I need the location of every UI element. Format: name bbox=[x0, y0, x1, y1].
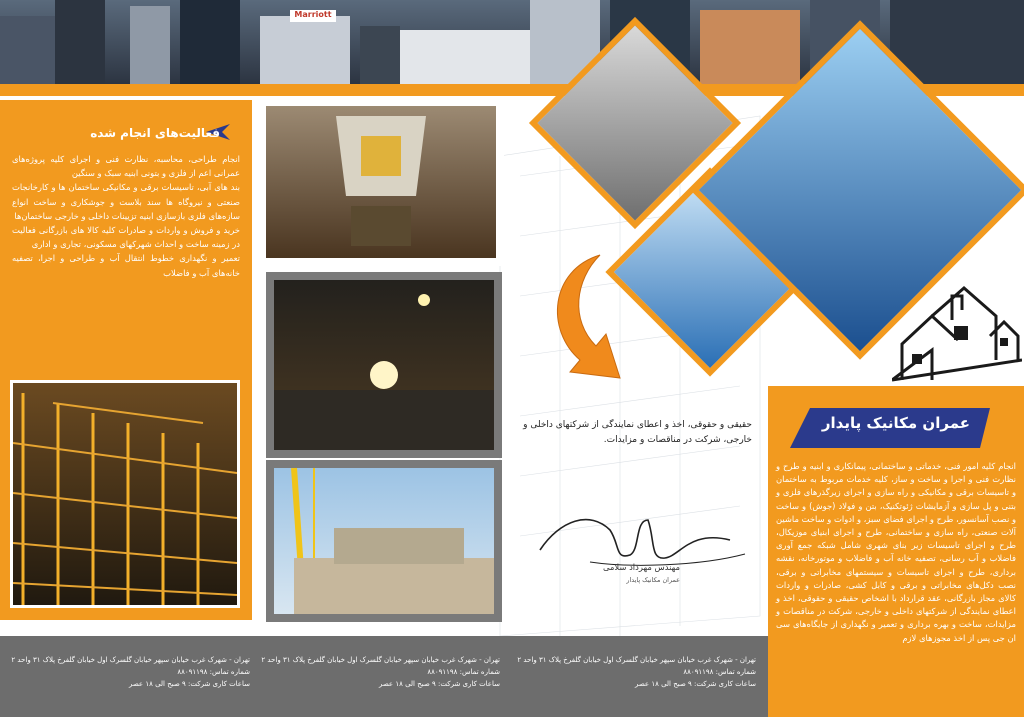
signatory-name: مهندس مهرداد سلامی bbox=[602, 562, 680, 572]
services-continued-text: حقیقی و حقوقی، اخذ و اعطای نمایندگی از شرکتهای داخلی و خارجی، شرکت در مناقصات و مزایدات. bbox=[523, 420, 752, 445]
swirl-arrow-icon bbox=[540, 250, 630, 390]
footer-address bbox=[261, 654, 500, 690]
activities-paragraph: بند های آبی، تاسیسات برقی و مکانیکی ساختمان ها و کارخانجات صنعتی و نیروگاه ها سند بلاست و جوشکاری و ساخت انواع سازه‌های فلزی بازسازی ابنیه تزیینات داخلی و خارجی ساختمان‌ها bbox=[12, 182, 240, 221]
house-logo-icon bbox=[892, 276, 1022, 386]
signatory-company: عمران مکانیک پایدار bbox=[626, 576, 680, 584]
scaffold-photo bbox=[10, 380, 240, 608]
hotel-sign: Marriott bbox=[290, 10, 336, 22]
excavation-photo bbox=[258, 98, 504, 266]
activities-paragraph: انجام طراحی، محاسبه، نظارت فنی و اجرای کلیه پروژه‌های عمرانی اعم از فلزی و بتونی ابنیه سبک و سنگین bbox=[12, 154, 240, 179]
crane-construction-photo bbox=[266, 460, 502, 622]
address-line: تهران - شهرک غرب خیابان سپهر خیابان گلسرک اول خیابان گلفرخ پلاک ۳۱ واحد ۲ bbox=[261, 656, 500, 664]
hours-line: ساعات کاری شرکت: ۹ صبح الی ۱۸ عصر bbox=[128, 680, 250, 688]
activities-paragraph: تعمیر و نگهداری خطوط انتقال آب و طراحی و اجرا، تصفیه خانه‌های آب و فاضلاب bbox=[12, 253, 240, 278]
hours-line: ساعات کاری شرکت: ۹ صبح الی ۱۸ عصر bbox=[634, 680, 756, 688]
activities-title: فعالیت‌های انجام شده bbox=[90, 126, 220, 140]
activities-text bbox=[12, 152, 240, 280]
footer-address bbox=[517, 654, 756, 690]
company-services-text: انجام کلیه امور فنی، خدماتی و ساختمانی، پیمانکاری و ابنیه و طرح و نظارت فنی و اجرا و ساخت و ساز، کلیه خدمات مربوط به ساختمان و تاسیسات برقی و مکانیکی و راه سازی و اجرای زیرگذرهای فلزی و بتنی و پل سازی و آزمایشات ژئوتکنیک، بتن و فولاد (جوش) و ساخت و نصب آسانسور، طرح و اجرای فضای سبز، و ادوات و ساخت ماشین آلات صنعتی، راه سازی و ساختمانی، طرح و اجرای ابنیای موزیکال، طرح و اجرای تاسیسات زیر بنای شهری شامل شبکه جمع آوری فاضلاب و آب رسانی، تصفیه خانه آب و فاضلاب و موتورخانه، نقشه برداری، طرح و اجرای تاسیسات و سیستمهای مخابراتی و برقی، نصب دکل‌های مخابراتی و برقی و کابل کشی، صادرات و واردات کالای مجاز بازرگانی، عقد قرارداد با اشخاص حقیقی و حقوقی، اخذ و اعطای نمایندگی از شرکتهای داخلی و خارجی، شرکت در مناقصات و مزایدات، ساخت و بهره برداری و تعمیر و نگهداری از جایگاه‌های سی ان جی پس از اخذ مجوزهای لازم bbox=[776, 461, 1016, 643]
address-line: تهران - شهرک غرب خیابان سپهر خیابان گلسرک اول خیابان گلفرخ پلاک ۳۱ واحد ۲ bbox=[517, 656, 756, 664]
phone-line: شماره تماس: ۸۸۰۹۱۱۹۸ bbox=[177, 668, 250, 676]
phone-line: شماره تماس: ۸۸۰۹۱۱۹۸ bbox=[683, 668, 756, 676]
hours-line: ساعات کاری شرکت: ۹ صبح الی ۱۸ عصر bbox=[378, 680, 500, 688]
night-tunnel-photo bbox=[266, 272, 502, 458]
footer-address bbox=[11, 654, 250, 690]
brand-name: عمران مکانیک پایدار bbox=[821, 414, 970, 432]
address-line: تهران - شهرک غرب خیابان سپهر خیابان گلسرک اول خیابان گلفرخ پلاک ۳۱ واحد ۲ bbox=[11, 656, 250, 664]
activities-paragraph: خرید و فروش و واردات و صادرات کلیه کالا های بازرگانی فعالیت در زمینه ساخت و احداث شهرکهای مسکونی، تجاری و اداری bbox=[12, 225, 240, 250]
phone-line: شماره تماس: ۸۸۰۹۱۱۹۸ bbox=[427, 668, 500, 676]
